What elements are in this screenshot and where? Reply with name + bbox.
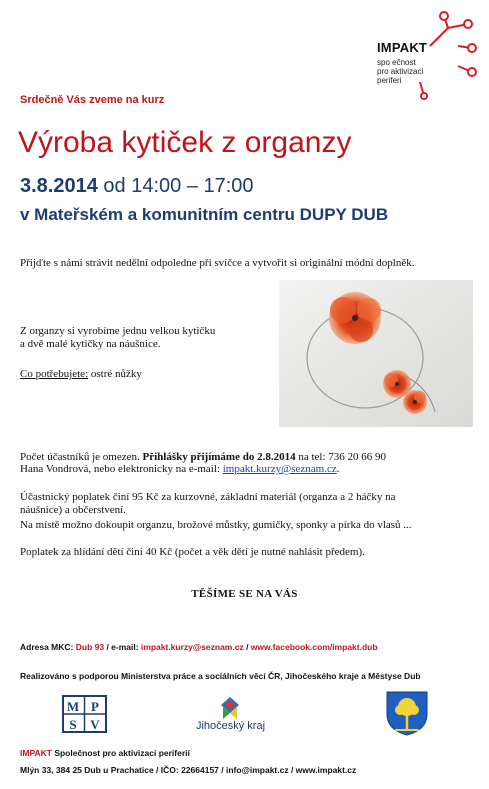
jihocesky-kraj-label: Jihočeský kraj xyxy=(195,720,266,732)
invite-line: Srdečně Vás zveme na kurz xyxy=(20,94,165,106)
registration-deadline: Přihlášky přijímáme do 2.8.2014 xyxy=(142,451,296,463)
logo-sub-line-3: periferi xyxy=(377,76,402,85)
requirements xyxy=(20,368,142,381)
impakt-logo-graphic xyxy=(372,10,484,100)
svg-text:V: V xyxy=(90,717,100,732)
svg-text:P: P xyxy=(91,699,99,714)
logo-word: IMPAKT xyxy=(377,40,428,55)
separator: / xyxy=(243,642,251,652)
mpsv-logo xyxy=(62,695,107,733)
footer-web-link[interactable]: www.facebook.com/impakt.dub xyxy=(250,642,378,652)
logo-sub-line-2: pro aktivizaci xyxy=(377,67,424,76)
dub-coat-of-arms xyxy=(385,690,429,736)
svg-text:S: S xyxy=(69,717,77,732)
address-value: Dub 93 xyxy=(75,642,105,652)
contact-end: . xyxy=(336,463,340,475)
email-label: / e-mail: xyxy=(104,642,141,652)
closing-line: TĚŠÍME SE NA VÁS xyxy=(191,588,298,600)
org-name: IMPAKT xyxy=(20,748,52,758)
page-title: Výroba kytiček z organzy xyxy=(18,126,352,159)
requirements-label: Co potřebujete: xyxy=(20,368,89,380)
org-description: Společnost pro aktivizaci periferií xyxy=(51,748,190,758)
craft-line-2: a dvě malé kytičky na náušnice. xyxy=(20,338,161,350)
requirements-value: ostré nůžky xyxy=(88,368,142,380)
capacity-text: Počet účastníků je omezen. xyxy=(20,451,143,463)
phone-text: na tel: 736 20 66 90 xyxy=(295,451,387,463)
organization-line xyxy=(20,748,190,758)
intro-text: Přijďte s námi strávit nedělní odpoledne při svíčce a vytvořit si originální módní doplněk. xyxy=(20,257,415,269)
event-venue: v Mateřském a komunitním centru DUPY DUB xyxy=(20,205,389,224)
fee-line-1: Účastnický poplatek činí 95 Kč za kurzovné, základní materiál (organza a 2 háčky na xyxy=(20,491,396,503)
flowers-photo xyxy=(279,280,473,427)
support-statement: Realizováno s podporou Ministerstva práce a sociálních věcí ČR, Jihočeského kraje a Městyse Dub xyxy=(20,671,421,681)
footer-contacts xyxy=(20,642,378,652)
childcare-fee: Poplatek za hlídání dětí činí 40 Kč (počet a věk dětí je nutné nahlásit předem). xyxy=(20,546,365,558)
contact-text: Hana Vondrová, nebo elektronicky na e-mail: xyxy=(20,463,223,475)
fee-line-2: náušnice) a občerstvení. xyxy=(20,504,126,516)
svg-text:M: M xyxy=(66,699,80,714)
event-datetime xyxy=(20,175,254,198)
logo-subtitle xyxy=(377,58,423,85)
footer-email[interactable]: impakt.kurzy@seznam.cz xyxy=(140,642,244,652)
event-time: od 14:00 – 17:00 xyxy=(97,175,254,197)
contact-email-link[interactable]: impakt.kurzy@seznam.cz xyxy=(222,463,337,475)
contact-line xyxy=(20,463,339,476)
logo-sub-line-1: spo ečnost xyxy=(377,58,416,67)
craft-line-1: Z organzy si vyrobíme jednu velkou kytičku xyxy=(20,325,216,337)
extra-purchase: Na místě možno dokoupit organzu, brožové můstky, gumičky, sponky a pírka do vlasů ... xyxy=(20,519,412,531)
organization-address: Mlýn 33, 384 25 Dub u Prachatice / IČO: 22664157 / info@impakt.cz / www.impakt.cz xyxy=(20,765,357,775)
event-date: 3.8.2014 xyxy=(20,175,98,197)
address-label: Adresa MKC: xyxy=(20,642,76,652)
